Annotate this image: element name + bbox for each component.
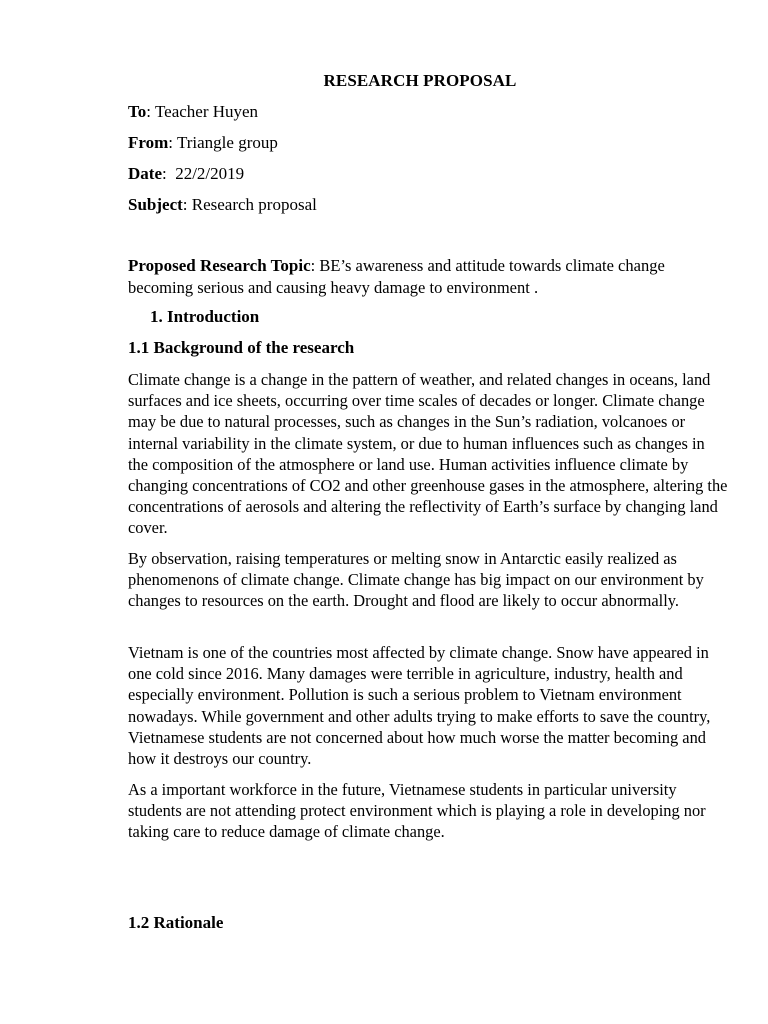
memo-subject-label: Subject [128, 195, 183, 214]
memo-date [128, 164, 244, 184]
memo-from-label: From [128, 133, 169, 152]
proposed-topic [128, 255, 688, 299]
section-heading-introduction: 1. Introduction [150, 307, 260, 326]
paragraph-climate-definition: Climate change is a change in the pattern of weather, and related changes in oceans, land surfaces and ice sheets, occurring over time scales of decades or longer. Climate change may be due to natural processes, such as changes in the Sun’s radiation, volcanoes or internal variability in the climate system, or due to human influences such as changes in the composition of the atmosphere or land use. Human activities influence climate by changing concentrations of CO2 and other greenhouse gases in the atmosphere, altering the concentrations of aerosols and altering the reflectivity of Earth’s surface by changing land cover. [128, 370, 728, 538]
memo-to-label: To [128, 102, 147, 121]
topic-text: : BE’s awareness and attitude towards climate change becoming serious and causing heavy damage to environment . [128, 256, 665, 297]
topic-label: Proposed Research Topic [128, 256, 311, 275]
memo-subject [128, 195, 317, 215]
memo-subject-value: : Research proposal [182, 195, 317, 214]
memo-from-value: : Triangle group [168, 133, 278, 152]
paragraph-workforce: As a important workforce in the future, Vietnamese students in particular university students are not attending protect environment which is playing a role in developing nor taking care to reduce damage of climate change. [128, 780, 706, 842]
memo-to [128, 102, 258, 122]
subsection-heading-background: 1.1 Background of the research [128, 338, 355, 357]
memo-date-label: Date [128, 164, 162, 183]
memo-to-value: : Teacher Huyen [146, 102, 259, 121]
memo-from [128, 133, 278, 153]
document-title: RESEARCH PROPOSAL [323, 71, 517, 90]
subsection-heading-rationale: 1.2 Rationale [128, 913, 224, 932]
memo-date-value: : 22/2/2019 [161, 164, 245, 183]
paragraph-observation: By observation, raising temperatures or melting snow in Antarctic easily realized as phenomenons of climate change. Climate change has big impact on our environment by changes to resources on the earth. Drought and flood are likely to occur abnormally. [128, 549, 704, 611]
paragraph-vietnam: Vietnam is one of the countries most affected by climate change. Snow have appeared in one cold since 2016. Many damages were terrible in agriculture, industry, health and especially environment. Pollution is such a serious problem to Vietnam environment nowadays. While government and other adults trying to make efforts to save the country, Vietnamese students are not concerned about how much worse the matter becoming and how it destroys our country. [128, 643, 711, 769]
